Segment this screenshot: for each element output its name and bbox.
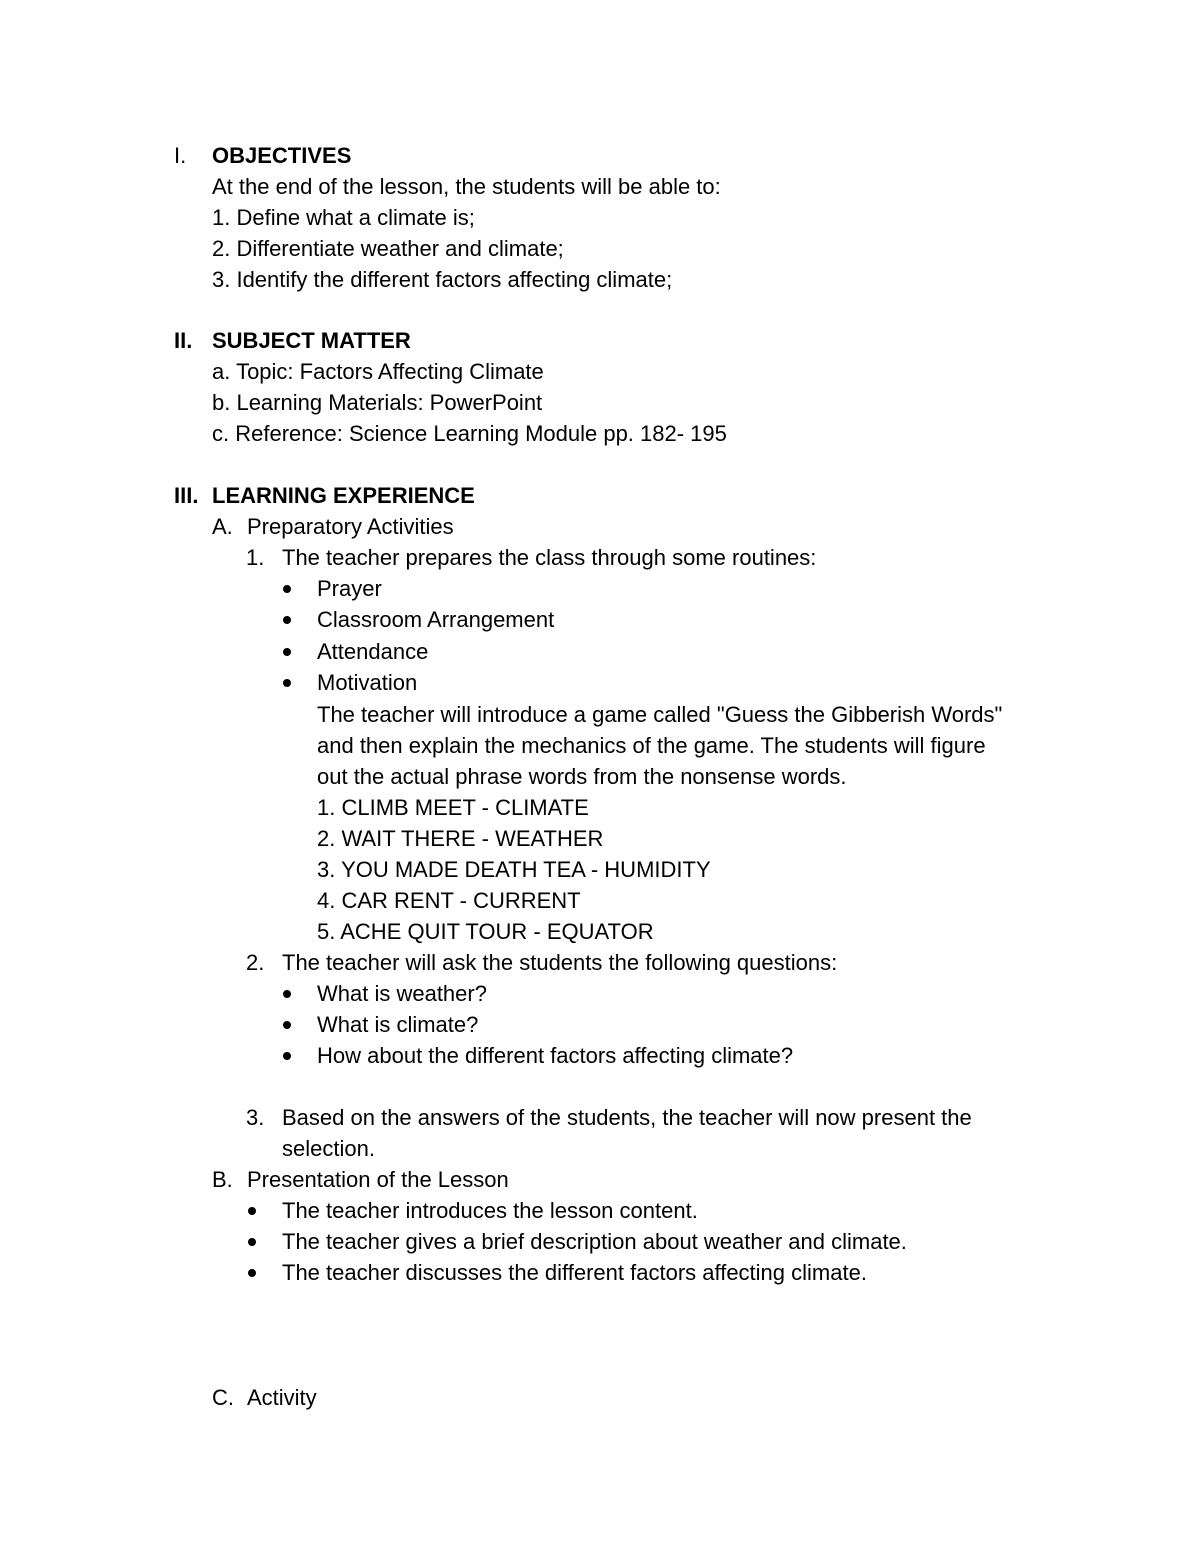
question-item: What is climate? [317,1012,479,1037]
step-1-text: The teacher prepares the class through some routines: [282,545,817,570]
part-c-title: Activity [247,1385,317,1410]
objective-item: 3. Identify the different factors affecting climate; [212,267,673,292]
step-3-number: 3. [246,1105,265,1130]
part-a-title: Preparatory Activities [247,514,454,539]
bullet-icon [283,1021,291,1029]
game-item: 1. CLIMB MEET - CLIMATE [317,795,589,820]
section-objectives-title: OBJECTIVES [212,143,352,168]
subject-matter-item: c. Reference: Science Learning Module pp. 182- 195 [212,421,727,446]
part-a-letter: A. [212,514,233,539]
section-learning-experience-title: LEARNING EXPERIENCE [212,483,475,508]
routine-item: Classroom Arrangement [317,607,555,632]
game-item: 3. YOU MADE DEATH TEA - HUMIDITY [317,857,711,882]
routine-item: Prayer [317,576,382,601]
routine-item: Motivation [317,670,418,695]
motivation-text-line: and then explain the mechanics of the game. The students will figure [317,733,986,758]
part-b-letter: B. [212,1167,233,1192]
bullet-icon [283,990,291,998]
step-1-number: 1. [246,545,265,570]
section-objectives-numeral: I. [174,143,187,168]
section-subject-matter-numeral: II. [174,328,193,353]
step-2-number: 2. [246,950,265,975]
bullet-icon [248,1238,256,1246]
bullet-icon [248,1269,256,1277]
step-3-text-line: Based on the answers of the students, the teacher will now present the [282,1105,972,1130]
bullet-icon [248,1207,256,1215]
presentation-item: The teacher gives a brief description about weather and climate. [282,1229,907,1254]
motivation-text-line: out the actual phrase words from the nonsense words. [317,764,847,789]
question-item: How about the different factors affecting climate? [317,1043,794,1068]
game-item: 5. ACHE QUIT TOUR - EQUATOR [317,919,654,944]
bullet-icon [283,585,291,593]
subject-matter-item: b. Learning Materials: PowerPoint [212,390,543,415]
presentation-item: The teacher discusses the different factors affecting climate. [282,1260,867,1285]
section-learning-experience-numeral: III. [174,483,199,508]
step-2-text: The teacher will ask the students the following questions: [282,950,838,975]
game-item: 4. CAR RENT - CURRENT [317,888,581,913]
part-b-title: Presentation of the Lesson [247,1167,509,1192]
bullet-icon [283,679,291,687]
bullet-icon [283,616,291,624]
step-3-text-line: selection. [282,1136,375,1161]
game-item: 2. WAIT THERE - WEATHER [317,826,604,851]
bullet-icon [283,648,291,656]
presentation-item: The teacher introduces the lesson content. [282,1198,698,1223]
objectives-intro: At the end of the lesson, the students will be able to: [212,174,721,199]
subject-matter-item: a. Topic: Factors Affecting Climate [212,359,544,384]
objective-item: 1. Define what a climate is; [212,205,475,230]
motivation-text-line: The teacher will introduce a game called "Guess the Gibberish Words" [317,702,1003,727]
routine-item: Attendance [317,639,429,664]
bullet-icon [283,1052,291,1060]
objective-item: 2. Differentiate weather and climate; [212,236,564,261]
part-c-letter: C. [212,1385,234,1410]
question-item: What is weather? [317,981,487,1006]
section-subject-matter-title: SUBJECT MATTER [212,328,411,353]
